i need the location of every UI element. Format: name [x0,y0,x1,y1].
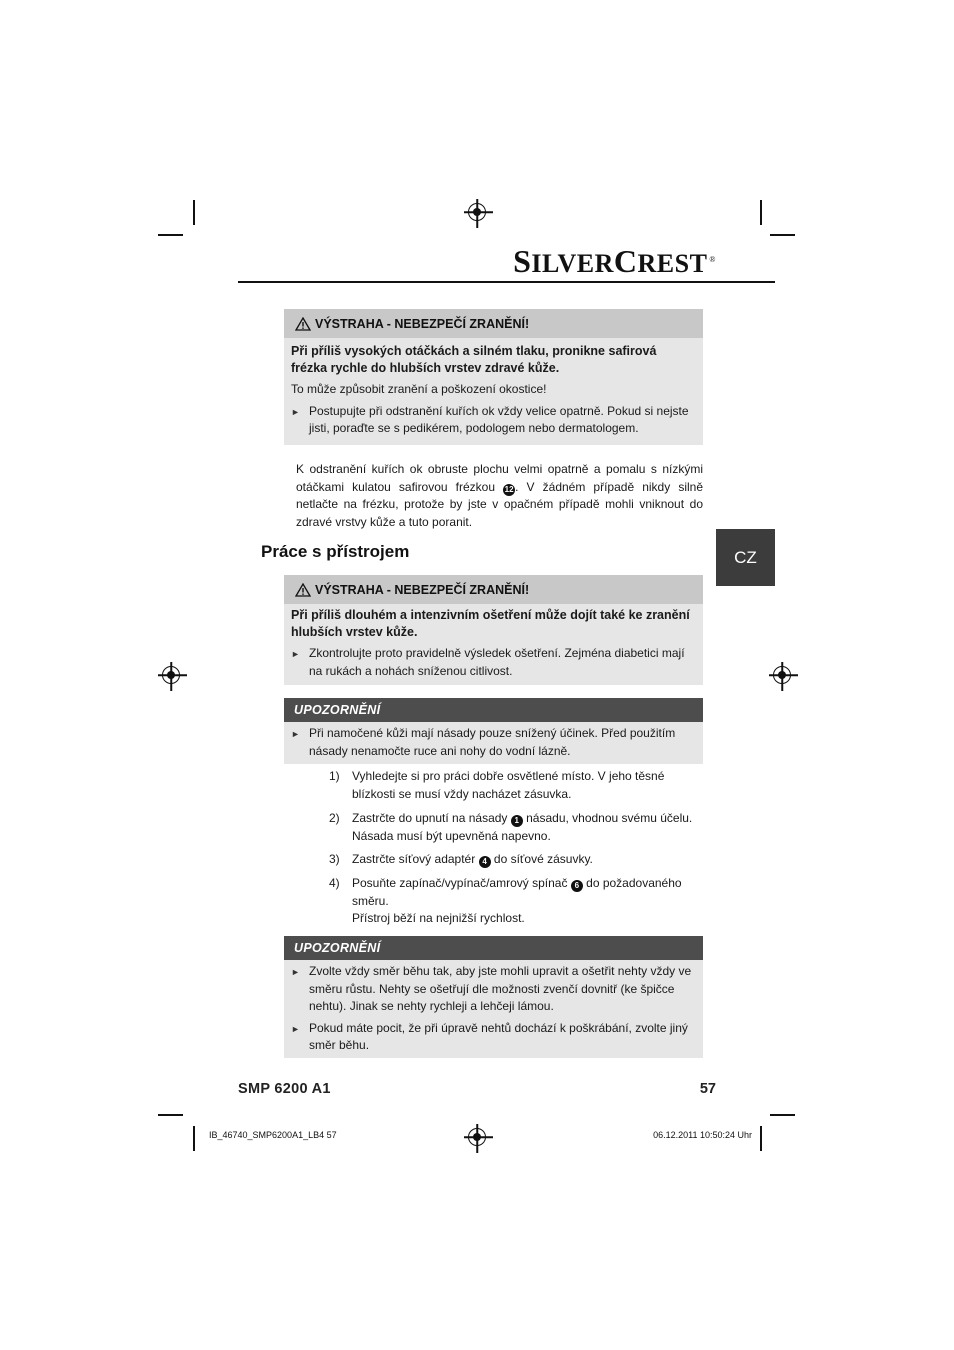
warning-bullet [284,645,703,680]
warning-bullet [284,403,703,438]
arrow-bullet-icon: ► [291,729,300,739]
crop-mark [770,1114,795,1116]
print-slug-right: 06.12.2011 10:50:24 Uhr [653,1130,752,1140]
arrow-bullet-icon: ► [291,406,300,417]
warning-header [284,575,703,604]
step-text: Zastrčte síťový adaptér 4 do síťové zásuvky. [352,852,593,866]
note-bullet [284,725,703,760]
section-title: Práce s přístrojem [261,542,410,561]
page-number: 57 [699,1081,716,1097]
print-slug-left: IB_46740_SMP6200A1_LB4 57 [209,1130,337,1140]
arrow-bullet-icon: ► [291,1023,300,1034]
paragraph-text: . V žádném případě nikdy silně netlačte na frézku, protože by jste v opačném případě mohli vniknout do zdravé vrstvy kůže a tuto poranit. [296,479,703,529]
bullet-text: Pokud máte pocit, že při úpravě nehtů dochází k poškrábání, zvolte jiný směr běhu. [309,1020,688,1052]
crop-mark [760,1126,762,1151]
step-item [329,875,703,928]
warning-title: VÝSTRAHA - NEBEZPEČÍ ZRANĚNÍ! [315,316,530,331]
arrow-bullet-icon: ► [291,649,300,659]
registration-mark-icon [162,666,180,684]
note-header: UPOZORNĚNÍ [284,698,703,722]
step-number: 4) [329,876,340,890]
crop-mark [193,1126,195,1151]
bullet-text: Zkontrolujte proto pravidelně výsledek ošetření. Zejména diabetici mají na rukách a nohách sníženou citlivost. [309,646,685,678]
warning-bold-text: Při příliš dlouhém a intenzivním ošetření může dojít také ke zranění hlubších vrstev kůže. [291,608,690,639]
step-extra-text: Přístroj běží na nejnižší rychlost. [352,911,525,925]
note-bullet [284,963,703,1016]
part-number-badge: 4 [479,856,491,868]
footer-model: SMP 6200 A1 [238,1081,331,1097]
step-number: 1) [329,769,340,783]
silvercrest-logo: SILVERCREST ® [513,243,716,279]
step-number: 2) [329,811,340,825]
step-item [329,851,703,869]
step-item [329,810,703,845]
warning-box [284,309,703,445]
registration-mark-icon [773,666,791,684]
language-tab: CZ [716,529,775,586]
warning-text: To může způsobit zranění a poškození okostice! [291,382,547,396]
part-number-badge: 1 [511,815,523,827]
body-paragraph [296,461,703,531]
step-text: Posuňte zapínač/vypínač/amrový spínač 6 do požadovaného směru. Přístroj běží na nejnižší rychlost. [352,876,682,925]
arrow-bullet-icon: ► [291,967,300,977]
crop-mark [193,200,195,225]
crop-mark [770,234,795,236]
warning-header [284,309,703,338]
header-rule [238,281,775,283]
part-number-badge: 12 [504,484,514,494]
bullet-text: Zvolte vždy směr běhu tak, aby jste mohli upravit a ošetřit nehty vždy ve směru růstu. Nehty se ošetřují dle možnosti zvenčí dovnitř (ke špičce nehtu). Jinak se nehty rychleji a lehčeji lámou. [309,964,692,1013]
step-item [329,768,703,803]
warning-triangle-icon [295,317,311,331]
warning-title: VÝSTRAHA - NEBEZPEČÍ ZRANĚNÍ! [315,582,530,597]
note-bullet [284,1020,703,1055]
step-number: 3) [329,852,340,866]
step-text: Zastrčte do upnutí na násady 1 násadu, vhodnou svému účelu. Násada musí být upevněná napevno. [352,811,693,843]
note-header: UPOZORNĚNÍ [284,936,703,960]
bullet-text: Při namočené kůži mají násady pouze snížený účinek. Před použitím násady nenamočte ruce ani nohy do vodní lázně. [309,726,676,758]
warning-bold-text: Při příliš vysokých otáčkách a silném tlaku, pronikne safirová frézka rychle do hlubších vrstev zdravé kůže. [291,344,657,375]
crop-mark [760,200,762,225]
crop-mark [158,1114,183,1116]
registration-mark-icon [468,1128,486,1146]
bullet-text: Postupujte při odstranění kuřích ok vždy velice opatrně. Pokud si nejste jisti, poraďte se s pedikérem, podologem nebo dermatologem. [309,403,689,435]
warning-triangle-icon [295,583,311,597]
registration-mark-icon [468,203,486,221]
warning-box [284,575,703,685]
step-text: Vyhledejte si pro práci dobře osvětlené místo. V jeho těsné blízkosti se musí vždy nacházet zásuvka. [352,769,665,801]
paragraph-text: K odstranění kuřích ok obruste plochu velmi opatrně a pomalu s nízkými otáčkami kulatou safirovou frézkou [296,462,703,494]
crop-mark [158,234,183,236]
note-box [284,936,703,1058]
note-box [284,698,703,764]
part-number-badge: 6 [571,880,583,892]
